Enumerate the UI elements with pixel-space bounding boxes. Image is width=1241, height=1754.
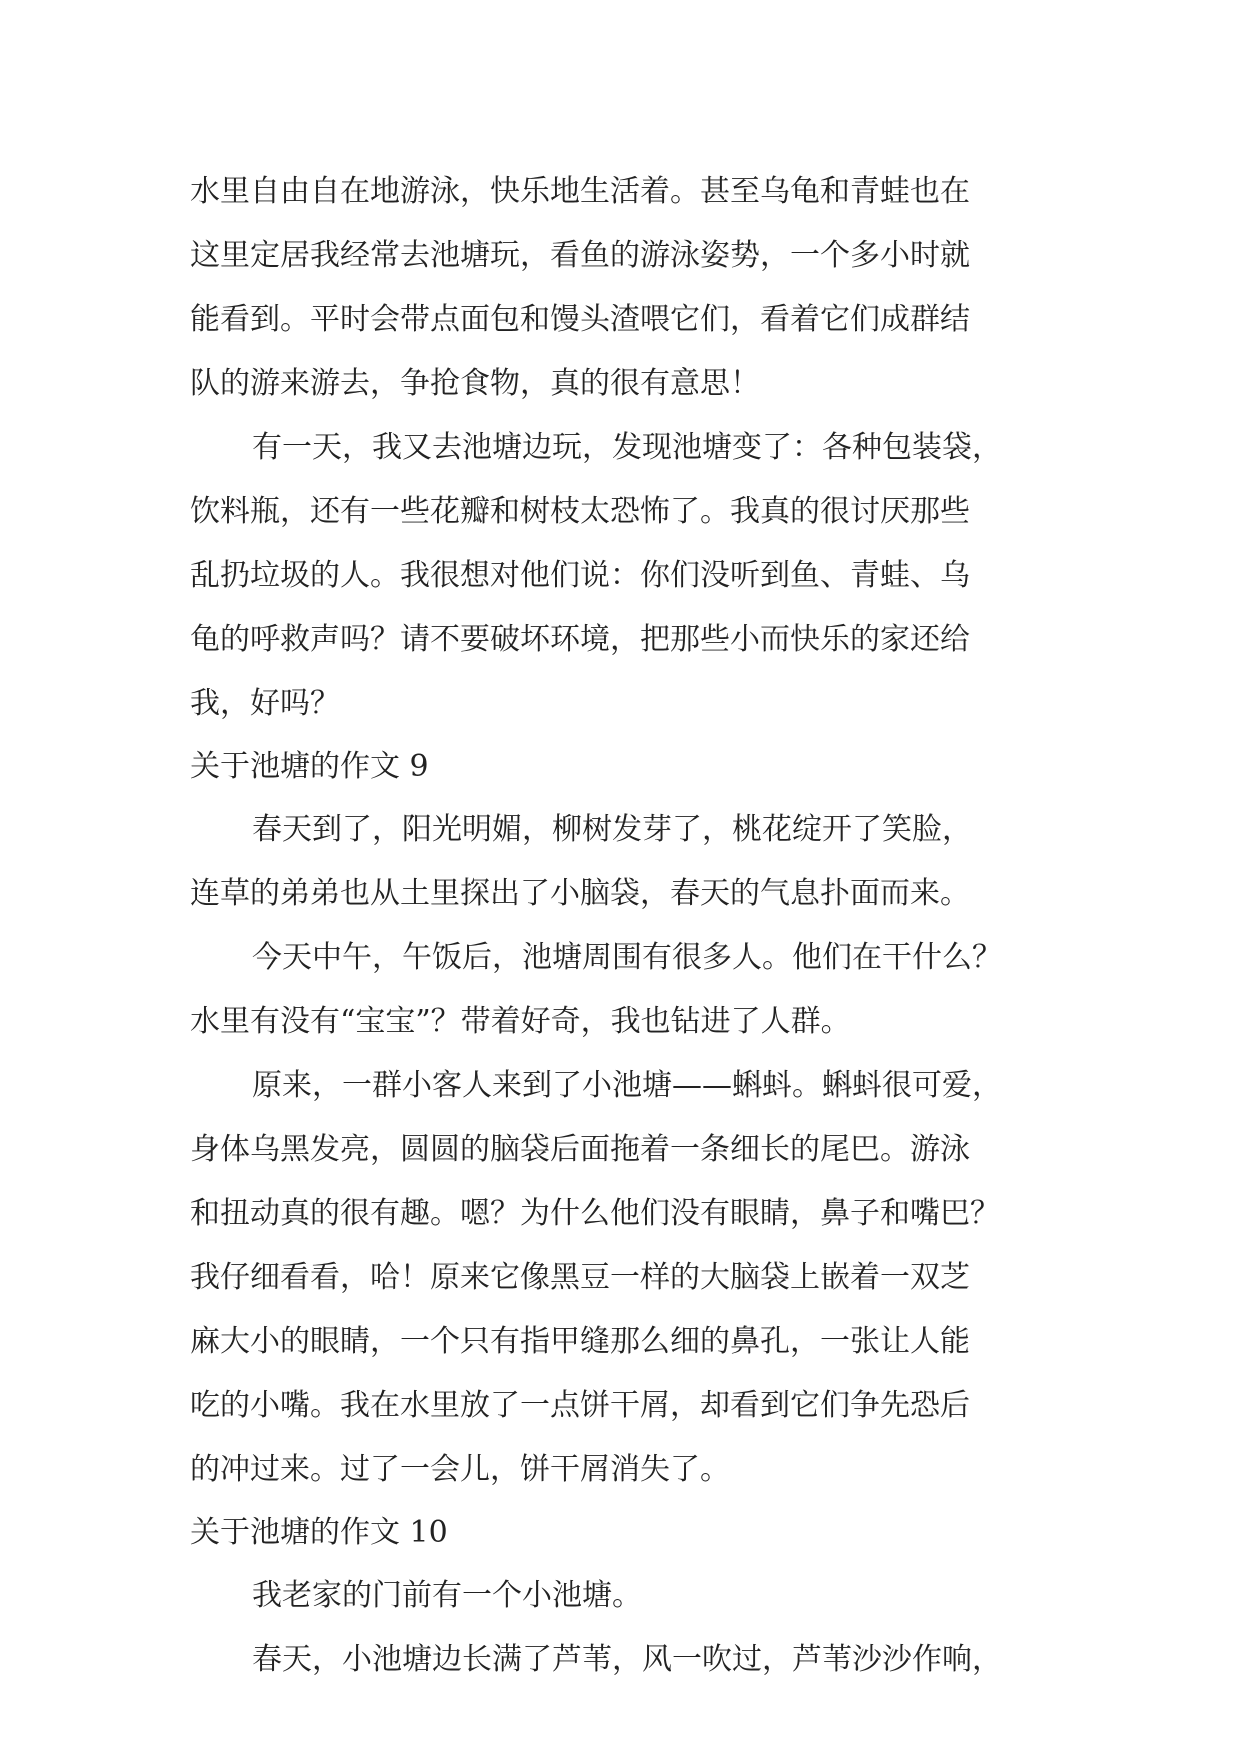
- paragraph-start-line: 有一天，我又去池塘边玩，发现池塘变了：各种包装袋，: [252, 430, 1002, 465]
- text-line: 这里定居我经常去池塘玩，看鱼的游泳姿势，一个多小时就: [190, 238, 970, 273]
- text-line: 水里有没有“宝宝”？带着好奇，我也钻进了人群。: [190, 1004, 851, 1039]
- text-line: 龟的呼救声吗？请不要破坏环境，把那些小而快乐的家还给: [190, 622, 970, 657]
- text-line: 连草的弟弟也从土里探出了小脑袋，春天的气息扑面而来。: [190, 876, 970, 911]
- text-line: 和扭动真的很有趣。嗯？为什么他们没有眼睛，鼻子和嘴巴？: [190, 1196, 1000, 1231]
- text-line: 水里自由自在地游泳，快乐地生活着。甚至乌龟和青蛙也在: [190, 174, 970, 209]
- text-line: 饮料瓶，还有一些花瓣和树枝太恐怖了。我真的很讨厌那些: [190, 494, 970, 529]
- paragraph-start-line: 春天到了，阳光明媚，柳树发芽了，桃花绽开了笑脸，: [252, 812, 972, 847]
- text-line: 身体乌黑发亮，圆圆的脑袋后面拖着一条细长的尾巴。游泳: [190, 1132, 970, 1167]
- paragraph-start-line: 春天，小池塘边长满了芦苇，风一吹过，芦苇沙沙作响，: [252, 1642, 1002, 1677]
- section-heading: 关于池塘的作文 9: [190, 749, 429, 784]
- text-line: 我，好吗？: [190, 686, 340, 721]
- text-line: 能看到。平时会带点面包和馒头渣喂它们，看着它们成群结: [190, 302, 970, 337]
- text-line: 的冲过来。过了一会儿，饼干屑消失了。: [190, 1452, 730, 1487]
- essay-body: [190, 160, 1070, 1692]
- text-line: 吃的小嘴。我在水里放了一点饼干屑，却看到它们争先恐后: [190, 1388, 970, 1423]
- text-line: 队的游来游去，争抢食物，真的很有意思！: [190, 366, 760, 401]
- section-heading: 关于池塘的作文 10: [190, 1515, 448, 1550]
- paragraph-start-line: 今天中午，午饭后，池塘周围有很多人。他们在干什么？: [252, 940, 1002, 975]
- text-line: 乱扔垃圾的人。我很想对他们说：你们没听到鱼、青蛙、乌: [190, 558, 970, 593]
- paragraph-start-line: 我老家的门前有一个小池塘。: [252, 1578, 642, 1613]
- text-line: 麻大小的眼睛，一个只有指甲缝那么细的鼻孔，一张让人能: [190, 1324, 970, 1359]
- text-line: 我仔细看看，哈！原来它像黑豆一样的大脑袋上嵌着一双芝: [190, 1260, 970, 1295]
- paragraph-start-line: 原来，一群小客人来到了小池塘——蝌蚪。蝌蚪很可爱，: [252, 1068, 1002, 1103]
